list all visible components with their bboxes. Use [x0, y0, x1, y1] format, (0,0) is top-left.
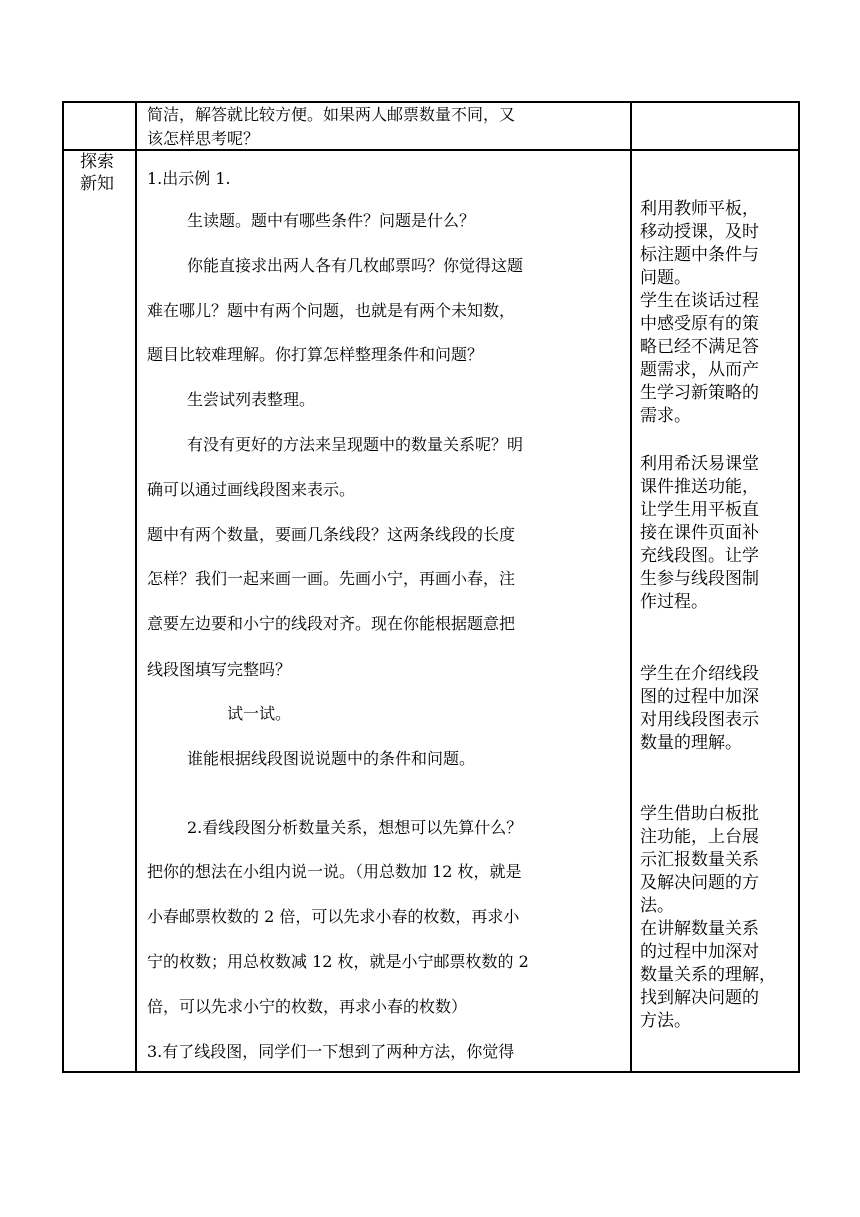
- content-line: 题目比较难理解。你打算怎样整理条件和问题？: [147, 345, 484, 364]
- content-line: 小春邮票枚数的 2 倍，可以先求小春的枚数，再求小: [147, 907, 520, 926]
- note-line: 让学生用平板直: [640, 500, 759, 520]
- content-line: 生读题。题中有哪些条件？问题是什么？: [187, 211, 476, 230]
- note-line: 的过程中加深对: [640, 942, 759, 962]
- note-line: 注功能，上台展: [640, 827, 759, 847]
- note-line: 方法。: [640, 1011, 691, 1031]
- content-line: 线段图填写完整吗？: [147, 660, 292, 679]
- table-border-right: [798, 101, 800, 1073]
- note-line: 找到解决问题的: [640, 988, 759, 1008]
- content-line: 确可以通过画线段图来表示。: [147, 480, 356, 499]
- content-line: 1.出示例 1.: [147, 169, 231, 188]
- note-line: 利用希沃易课堂: [640, 454, 759, 474]
- content-line: 3.有了线段图，同学们一下想到了两种方法，你觉得: [147, 1042, 515, 1061]
- note-line: 示汇报数量关系: [640, 850, 759, 870]
- content-line: 把你的想法在小组内说一说。（用总数加 12 枚，就是: [147, 862, 522, 881]
- table-border-left: [62, 101, 64, 1073]
- note-line: 问题。: [640, 268, 691, 288]
- section-label: 新知: [80, 174, 114, 194]
- note-line: 及解决问题的方: [640, 873, 759, 893]
- note-line: 对用线段图表示: [640, 710, 759, 730]
- note-line: 作过程。: [640, 592, 708, 612]
- content-line: 2.看线段图分析数量关系，想想可以先算什么？: [187, 818, 523, 837]
- note-line: 课件推送功能，: [640, 477, 759, 497]
- note-line: 在讲解数量关系: [640, 919, 759, 939]
- table-row-divider: [62, 149, 800, 151]
- table-border-bottom: [62, 1071, 800, 1073]
- note-line: 生参与线段图制: [640, 569, 759, 589]
- content-line: 生尝试列表整理。: [187, 390, 316, 409]
- note-line: 题需求，从而产: [640, 360, 759, 380]
- content-line: 试一试。: [227, 704, 292, 723]
- row1-text-line: 简洁，解答就比较方便。如果两人邮票数量不同，又: [147, 105, 516, 124]
- note-line: 数量的理解。: [640, 733, 742, 753]
- content-line: 题中有两个数量，要画几条线段？这两条线段的长度: [147, 525, 516, 544]
- note-line: 略已经不满足答: [640, 337, 759, 357]
- note-line: 数量关系的理解，: [640, 965, 776, 985]
- note-line: 移动授课，及时: [640, 222, 759, 242]
- note-line: 学生借助白板批: [640, 804, 759, 824]
- note-line: 充线段图。让学: [640, 546, 759, 566]
- table-border-top: [62, 101, 800, 103]
- content-line: 你能直接求出两人各有几枚邮票吗？你觉得这题: [187, 256, 524, 275]
- row1-text-line: 该怎样思考呢？: [147, 129, 260, 148]
- content-line: 难在哪儿？题中有两个问题，也就是有两个未知数，: [147, 301, 516, 320]
- note-line: 生学习新策略的: [640, 383, 759, 403]
- table-column-divider-1: [135, 101, 137, 1073]
- note-line: 中感受原有的策: [640, 314, 759, 334]
- note-line: 需求。: [640, 406, 691, 426]
- table-column-divider-2: [630, 101, 632, 1073]
- note-line: 学生在介绍线段: [640, 664, 759, 684]
- content-line: 有没有更好的方法来呈现题中的数量关系呢？明: [187, 435, 524, 454]
- note-line: 图的过程中加深: [640, 687, 759, 707]
- note-line: 标注题中条件与: [640, 245, 759, 265]
- content-line: 宁的枚数；用总枚数减 12 枚，就是小宁邮票枚数的 2: [147, 952, 529, 971]
- content-line: 怎样？我们一起来画一画。先画小宁，再画小春，注: [147, 569, 516, 588]
- content-line: 谁能根据线段图说说题中的条件和问题。: [187, 749, 476, 768]
- note-line: 法。: [640, 896, 674, 916]
- content-line: 意要左边要和小宁的线段对齐。现在你能根据题意把: [147, 614, 516, 633]
- note-line: 接在课件页面补: [640, 523, 759, 543]
- content-line: 倍，可以先求小宁的枚数，再求小春的枚数）: [147, 997, 468, 1016]
- section-label: 探索: [80, 152, 114, 172]
- note-line: 利用教师平板，: [640, 199, 759, 219]
- note-line: 学生在谈话过程: [640, 291, 759, 311]
